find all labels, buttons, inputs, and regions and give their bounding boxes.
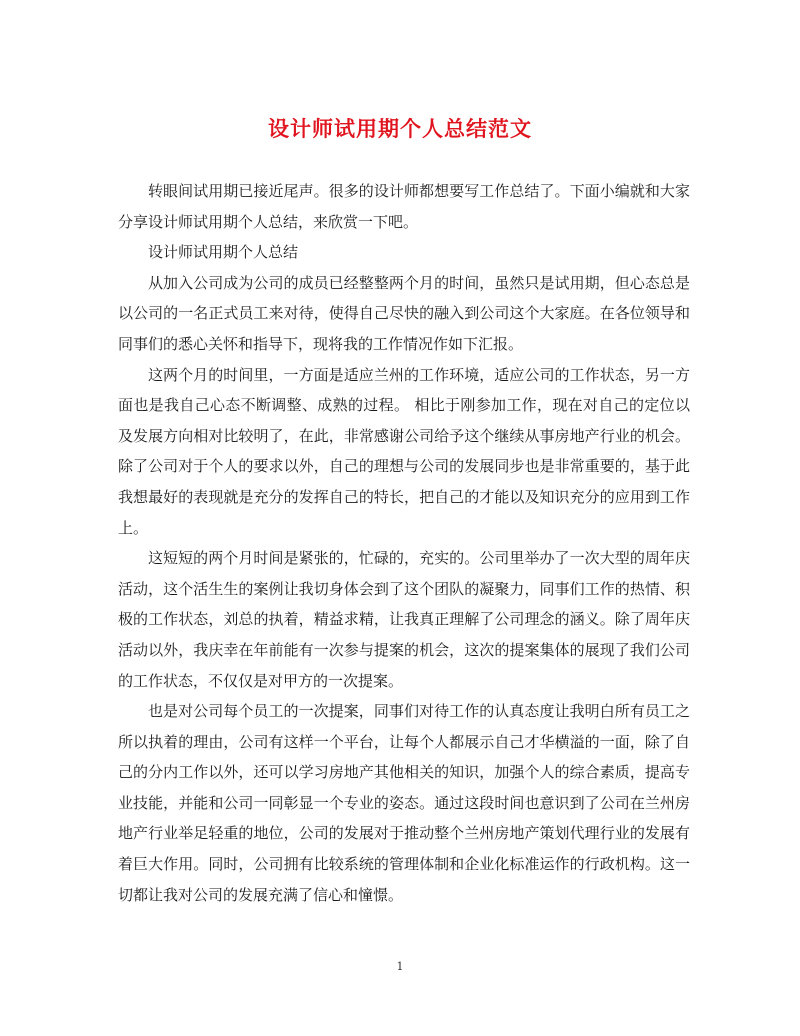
body-paragraph: 也是对公司每个员工的一次提案，同事们对待工作的认真态度让我明白所有员工之所以执着的理由，公司有这样一个平台，让每个人都展示自己才华横溢的一面，除了自己的分内工作以外，还可以学习房地产其他相关的知识，加强个人的综合素质，提高专业技能，并能和公司一同彰显一个专业的姿态。通过这段时间也意识到了公司在兰州房地产行业举足轻重的地位，公司的发展对于推动整个兰州房地产策划代理行业的发展有着巨大作用。同时，公司拥有比较系统的管理体制和企业化标准运作的行政机构。这一切都让我对公司的发展充满了信心和憧憬。 [118,702,690,904]
body-paragraph: 这短短的两个月时间是紧张的，忙碌的，充实的。公司里举办了一次大型的周年庆活动，这个活生生的案例让我切身体会到了这个团队的凝聚力，同事们工作的热情、积极的工作状态，刘总的执着，精益求精，让我真正理解了公司理念的涵义。除了周年庆活动以外，我庆幸在年前能有一次参与提案的机会，这次的提案集体的展现了我们公司的工作状态，不仅仅是对甲方的一次提案。 [118,549,690,690]
page-number: 1 [396,960,404,973]
intro-paragraph: 转眼间试用期已接近尾声。很多的设计师都想要写工作总结了。下面小编就和大家分享设计师试用期个人总结，来欣赏一下吧。 [118,182,690,231]
body-paragraph: 从加入公司成为公司的成员已经整整两个月的时间，虽然只是试用期，但心态总是以公司的一名正式员工来对待，使得自己尽快的融入到公司这个大家庭。在各位领导和同事们的悉心关怀和指导下，现将我的工作情况作如下汇报。 [118,273,690,353]
section-heading: 设计师试用期个人总结 [148,243,299,262]
document-body [118,176,690,910]
body-paragraph: 这两个月的时间里，一方面是适应兰州的工作环境，适应公司的工作状态，另一方面也是我自己心态不断调整、成熟的过程。 相比于刚参加工作，现在对自己的定位以及发展方向相对比较明了，在此，非常感谢公司给予这个继续从事房地产行业的机会。除了公司对于个人的要求以外，自己的理想与公司的发展同步也是非常重要的，基于此我想最好的表现就是充分的发挥自己的特长，把自己的才能以及知识充分的应用到工作上。 [118,365,690,537]
document-title: 设计师试用期个人总结范文 [268,116,532,141]
